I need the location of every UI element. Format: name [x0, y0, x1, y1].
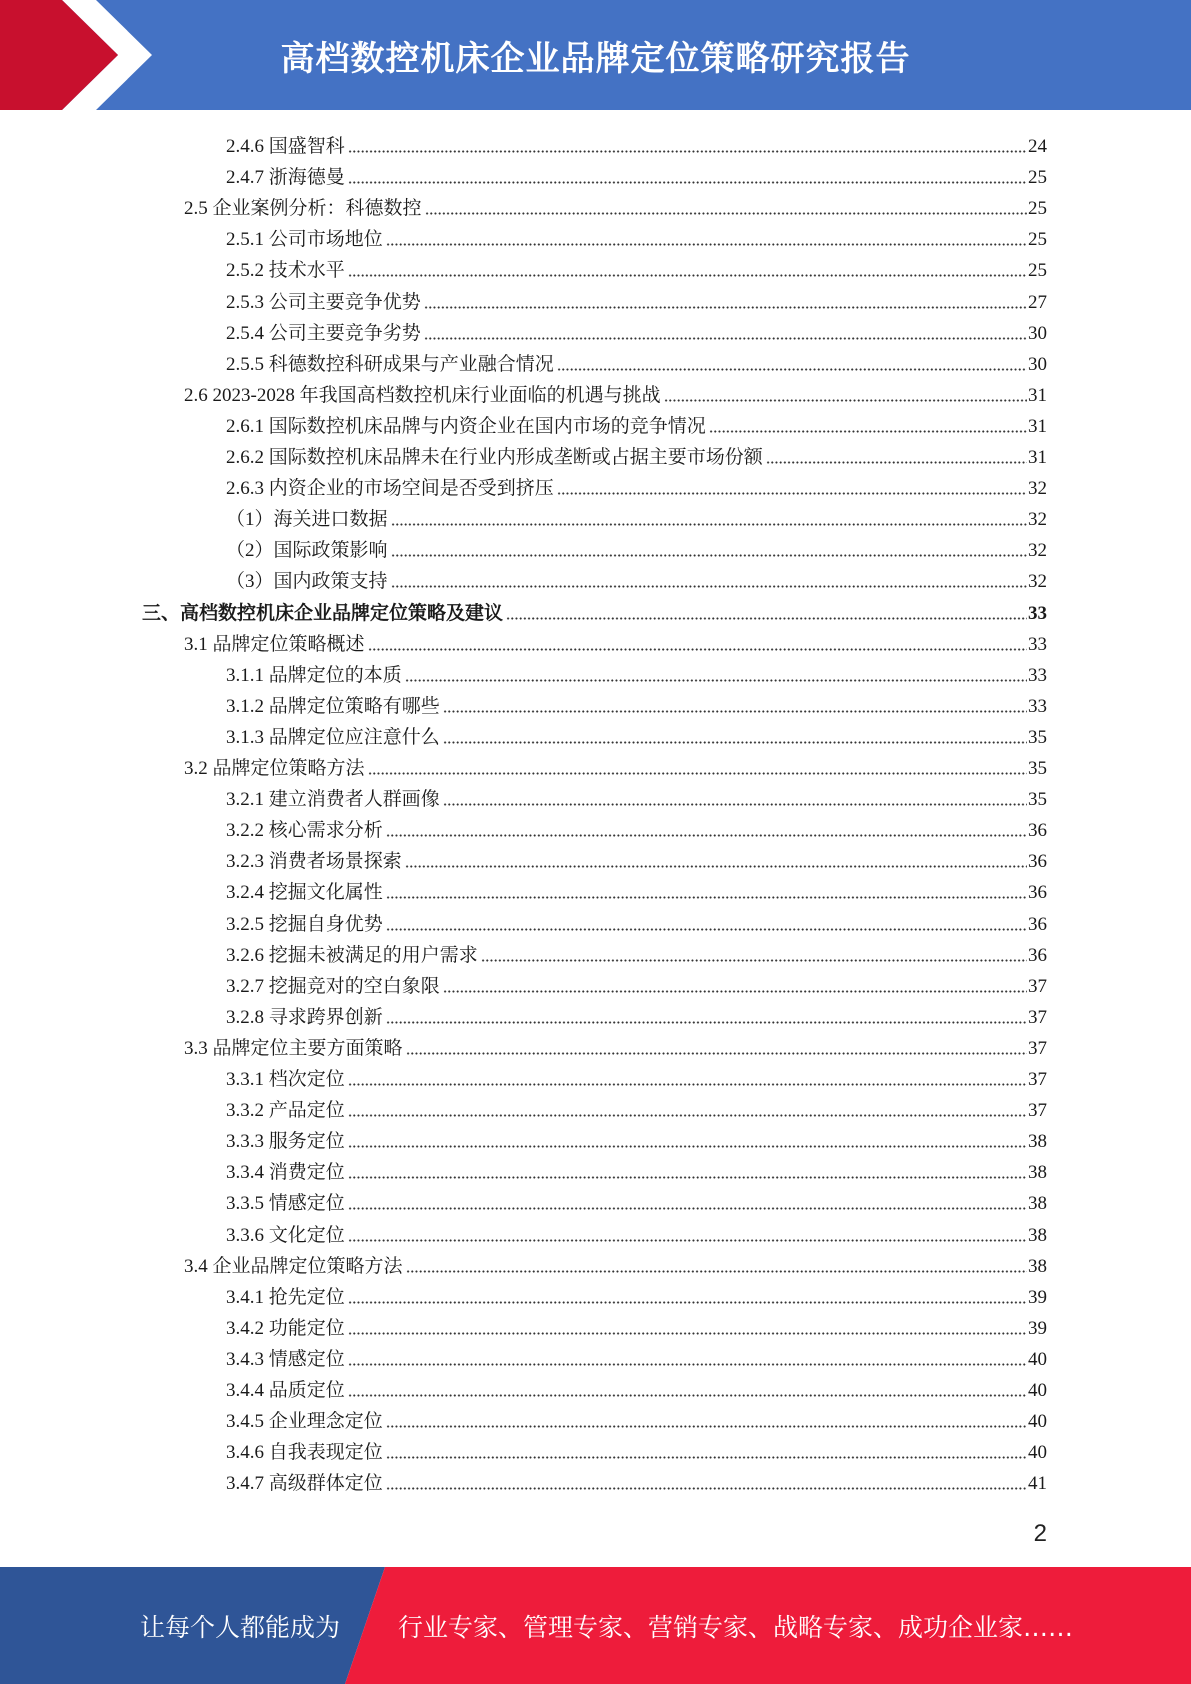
footer-slogan-left: 让每个人都能成为 [140, 1612, 341, 1642]
toc-entry[interactable] [226, 1434, 1047, 1465]
toc-entry-page: 36 [1028, 820, 1047, 842]
toc-dot-leader [348, 1300, 1027, 1305]
toc-entry[interactable] [226, 1217, 1047, 1248]
toc-entry[interactable] [184, 626, 1047, 657]
toc-dot-leader [386, 895, 1027, 900]
toc-dot-leader [405, 864, 1027, 869]
toc-entry[interactable] [226, 1372, 1047, 1403]
toc-entry-page: 35 [1028, 758, 1047, 779]
toc-entry-page: 38 [1028, 1224, 1047, 1246]
toc-entry-label: 2.5.3 公司主要竞争优势 [226, 291, 421, 313]
toc-entry-label: （3）国内政策支持 [226, 571, 388, 593]
toc-entry-page: 36 [1028, 913, 1047, 935]
toc-entry-page: 40 [1028, 1348, 1047, 1370]
toc-entry-page: 31 [1028, 415, 1047, 437]
toc-entry-page: 38 [1028, 1255, 1047, 1277]
toc-entry-label: 2.6.3 内资企业的市场空间是否受到挤压 [226, 478, 554, 500]
toc-entry[interactable] [226, 781, 1047, 812]
toc-entry[interactable] [184, 190, 1047, 221]
toc-dot-leader [348, 1331, 1027, 1336]
toc-dot-leader [348, 273, 1027, 278]
toc-entry[interactable] [226, 812, 1047, 843]
toc-entry-label: 3.3.5 情感定位 [226, 1193, 345, 1215]
toc-entry-page: 33 [1028, 664, 1047, 686]
toc-entry[interactable] [226, 657, 1047, 688]
toc-entry[interactable] [226, 688, 1047, 719]
toc-dot-leader [348, 1175, 1027, 1180]
toc-entry-label: 3.3.4 消费定位 [226, 1162, 345, 1184]
footer-banner [0, 1567, 1191, 1684]
toc-dot-leader [391, 522, 1027, 527]
toc-entry[interactable] [226, 1154, 1047, 1185]
toc-entry[interactable] [184, 750, 1047, 781]
toc-entry-page: 25 [1028, 229, 1047, 251]
toc-entry-label: 3.4.7 高级群体定位 [226, 1473, 383, 1495]
toc-entry[interactable] [226, 719, 1047, 750]
toc-entry-label: 3.3.1 档次定位 [226, 1069, 345, 1090]
toc-entry[interactable] [184, 1248, 1047, 1279]
toc-entry-label: 2.6.1 国际数控机床品牌与内资企业在国内市场的竞争情况 [226, 415, 706, 437]
toc-entry[interactable] [226, 1123, 1047, 1154]
toc-entry[interactable] [226, 1403, 1047, 1434]
toc-dot-leader [348, 1113, 1027, 1118]
toc-dot-leader [406, 1269, 1027, 1274]
toc-entry-label: 2.4.7 浙海德曼 [226, 167, 345, 189]
toc-dot-leader [386, 242, 1027, 247]
toc-entry[interactable] [226, 1465, 1047, 1496]
toc-entry-label: 3.2.6 挖掘未被满足的用户需求 [226, 944, 478, 966]
toc-entry-label: 3.2.8 寻求跨界创新 [226, 1006, 383, 1028]
toc-entry-label: 3.2.4 挖掘文化属性 [226, 882, 383, 904]
toc-entry-label: 3.4.3 情感定位 [226, 1348, 345, 1370]
toc-entry-label: 2.6 2023-2028 年我国高档数控机床行业面临的机遇与挑战 [184, 384, 661, 406]
toc-entry[interactable] [142, 595, 1047, 626]
toc-entry[interactable] [226, 1279, 1047, 1310]
toc-dot-leader [348, 149, 1027, 154]
toc-entry-page: 41 [1028, 1473, 1047, 1495]
page-number: 2 [1033, 1520, 1047, 1547]
toc-entry[interactable] [226, 501, 1047, 532]
toc-entry-page: 37 [1028, 1037, 1047, 1059]
toc-entry-label: 3.2.1 建立消费者人群画像 [226, 789, 440, 811]
toc-dot-leader [443, 740, 1027, 745]
toc-entry-label: 3.2.7 挖掘竞对的空白象限 [226, 975, 440, 997]
toc-entry-page: 40 [1028, 1442, 1047, 1464]
toc-entry[interactable] [226, 221, 1047, 252]
toc-entry-label: 3.2.3 消费者场景探索 [226, 851, 402, 873]
toc-dot-leader [709, 429, 1027, 434]
toc-dot-leader [386, 1020, 1027, 1025]
toc-entry-label: 3.3.6 文化定位 [226, 1224, 345, 1246]
toc-entry-page: 32 [1028, 540, 1047, 562]
toc-entry[interactable] [226, 408, 1047, 439]
toc-dot-leader [664, 398, 1027, 403]
toc-dot-leader [425, 211, 1027, 216]
report-title: 高档数控机床企业品牌定位策略研究报告 [280, 38, 911, 79]
toc-entry[interactable] [226, 470, 1047, 501]
toc-entry-label: （1）海关进口数据 [226, 509, 388, 531]
toc-dot-leader [443, 802, 1027, 807]
toc-entry-page: 30 [1028, 322, 1047, 344]
toc-entry-label: 3.4.6 自我表现定位 [226, 1442, 383, 1464]
toc-entry-label: 2.5.4 公司主要竞争劣势 [226, 322, 421, 344]
toc-entry-label: 3.4.2 功能定位 [226, 1317, 345, 1339]
toc-entry-label: 2.4.6 国盛智科 [226, 136, 345, 157]
toc-dot-leader [481, 958, 1027, 963]
toc-entry-page: 24 [1028, 136, 1047, 157]
toc-entry-page: 31 [1028, 447, 1047, 468]
toc-entry-label: 3.2 品牌定位策略方法 [184, 758, 365, 779]
toc-entry[interactable] [226, 532, 1047, 563]
toc-entry-label: 2.5.5 科德数控科研成果与产业融合情况 [226, 353, 554, 375]
toc-entry[interactable] [226, 1185, 1047, 1216]
toc-dot-leader [557, 367, 1027, 372]
toc-entry-label: 2.5.2 技术水平 [226, 260, 345, 282]
toc-entry-label: 3.4.4 品质定位 [226, 1380, 345, 1401]
toc-entry-page: 38 [1028, 1193, 1047, 1215]
toc-entry-page: 40 [1028, 1411, 1047, 1433]
toc-entry-label: 2.5 企业案例分析：科德数控 [184, 198, 422, 220]
toc-entry-page: 35 [1028, 726, 1047, 748]
toc-entry-page: 37 [1028, 975, 1047, 997]
toc-entry-label: 3.3.3 服务定位 [226, 1131, 345, 1153]
toc-entry-label: 3.1 品牌定位策略概述 [184, 633, 365, 655]
toc-entry-label: 3.2.2 核心需求分析 [226, 820, 383, 842]
toc-entry[interactable] [184, 377, 1047, 408]
toc-dot-leader [348, 1082, 1027, 1087]
toc-entry-page: 36 [1028, 944, 1047, 966]
toc-entry[interactable] [226, 315, 1047, 346]
toc-entry-page: 38 [1028, 1131, 1047, 1153]
toc-entry-label: 3.3.2 产品定位 [226, 1100, 345, 1122]
toc-dot-leader [391, 553, 1027, 558]
toc-entry-label: 2.5.1 公司市场地位 [226, 229, 383, 251]
toc-entry-page: 33 [1028, 695, 1047, 717]
toc-entry-page: 31 [1028, 384, 1047, 406]
toc-entry-page: 25 [1028, 198, 1047, 220]
toc-entry-label: 3.2.5 挖掘自身优势 [226, 913, 383, 935]
toc-entry-label: 3.4 企业品牌定位策略方法 [184, 1255, 403, 1277]
toc-entry[interactable] [226, 937, 1047, 968]
toc-entry[interactable] [226, 439, 1047, 470]
toc-entry-label: 2.6.2 国际数控机床品牌未在行业内形成垄断或占据主要市场份额 [226, 447, 763, 468]
toc-entry-page: 33 [1028, 633, 1047, 655]
toc-entry[interactable] [226, 128, 1047, 159]
toc-entry[interactable] [226, 843, 1047, 874]
toc-dot-leader [766, 460, 1027, 465]
toc-entry-page: 38 [1028, 1162, 1047, 1184]
toc-entry-page: 30 [1028, 353, 1047, 375]
toc-entry[interactable] [226, 1092, 1047, 1123]
toc-entry-page: 35 [1028, 789, 1047, 811]
toc-entry-page: 32 [1028, 571, 1047, 593]
toc-entry-page: 25 [1028, 167, 1047, 189]
toc-dot-leader [386, 927, 1027, 932]
toc-dot-leader [348, 180, 1027, 185]
footer-slogan-right: 行业专家、管理专家、营销专家、战略专家、成功企业家…… [398, 1612, 1074, 1642]
toc-entry-page: 36 [1028, 851, 1047, 873]
toc-dot-leader [386, 1486, 1027, 1491]
toc-dot-leader [443, 989, 1027, 994]
toc-dot-leader [348, 1238, 1027, 1243]
toc-entry-page: 39 [1028, 1317, 1047, 1339]
toc-entry[interactable] [226, 1341, 1047, 1372]
toc-entry-page: 25 [1028, 260, 1047, 282]
toc-entry[interactable] [226, 1310, 1047, 1341]
toc-entry-page: 39 [1028, 1286, 1047, 1308]
toc-entry[interactable] [226, 906, 1047, 937]
toc-entry[interactable] [226, 874, 1047, 905]
toc-entry-page: 32 [1028, 509, 1047, 531]
toc-entry-label: （2）国际政策影响 [226, 540, 388, 562]
toc-entry-page: 37 [1028, 1069, 1047, 1090]
toc-entry-page: 40 [1028, 1380, 1047, 1401]
toc-entry-page: 33 [1028, 602, 1047, 624]
toc-entry-label: 3.1.1 品牌定位的本质 [226, 664, 402, 686]
toc-dot-leader [391, 584, 1027, 589]
toc-entry[interactable] [184, 1030, 1047, 1061]
toc-entry-label: 3.4.1 抢先定位 [226, 1286, 345, 1308]
toc-entry-label: 3.1.2 品牌定位策略有哪些 [226, 695, 440, 717]
toc-entry-page: 37 [1028, 1006, 1047, 1028]
toc-entry[interactable] [226, 999, 1047, 1030]
toc-dot-leader [348, 1206, 1027, 1211]
toc-entry[interactable] [226, 252, 1047, 283]
toc-dot-leader [405, 678, 1027, 683]
toc-entry-page: 37 [1028, 1100, 1047, 1122]
toc-dot-leader [368, 647, 1027, 652]
toc-dot-leader [368, 771, 1027, 776]
toc-dot-leader [386, 833, 1027, 838]
toc-entry-label: 三、高档数控机床企业品牌定位策略及建议 [142, 602, 504, 624]
toc-dot-leader [506, 616, 1027, 621]
toc-dot-leader [406, 1051, 1027, 1056]
toc-dot-leader [348, 1144, 1027, 1149]
toc-entry-label: 3.4.5 企业理念定位 [226, 1411, 383, 1433]
toc-dot-leader [348, 1362, 1027, 1367]
report-header-banner [0, 0, 1191, 110]
toc-dot-leader [424, 305, 1027, 310]
toc-entry-label: 3.3 品牌定位主要方面策略 [184, 1037, 403, 1059]
toc-entry[interactable] [226, 346, 1047, 377]
toc-dot-leader [386, 1455, 1027, 1460]
toc-dot-leader [443, 709, 1027, 714]
toc-entry[interactable] [226, 563, 1047, 594]
toc-entry-page: 27 [1028, 291, 1047, 313]
toc-dot-leader [386, 1424, 1027, 1429]
toc-entry[interactable] [226, 1061, 1047, 1092]
toc-entry[interactable] [226, 968, 1047, 999]
toc-entry-page: 36 [1028, 882, 1047, 904]
toc-entry-page: 32 [1028, 478, 1047, 500]
toc-entry-label: 3.1.3 品牌定位应注意什么 [226, 726, 440, 748]
toc-dot-leader [348, 1393, 1027, 1398]
toc-entry[interactable] [226, 284, 1047, 315]
toc-dot-leader [557, 491, 1027, 496]
toc-dot-leader [424, 336, 1027, 341]
toc-entry[interactable] [226, 159, 1047, 190]
